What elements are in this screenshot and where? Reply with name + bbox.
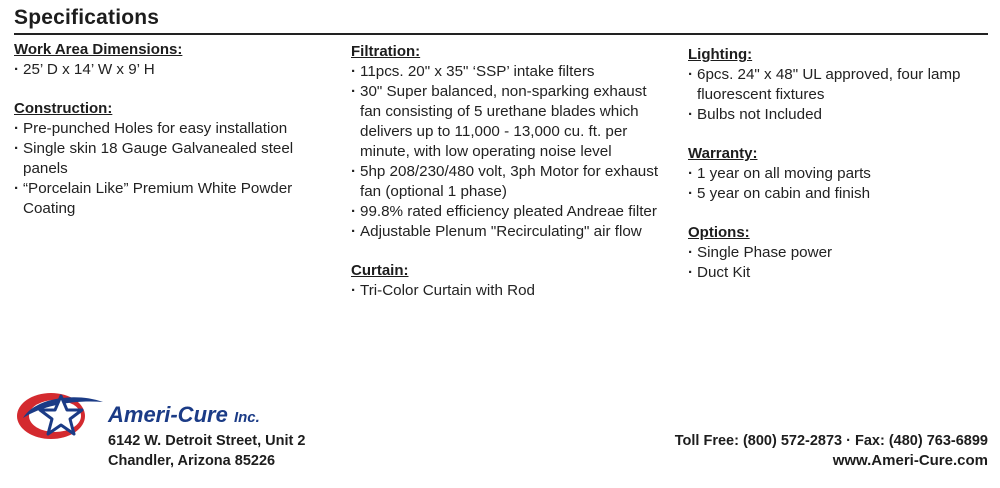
spec-list bbox=[14, 60, 334, 80]
address-line-1: 6142 W. Detroit Street, Unit 2 bbox=[108, 433, 306, 449]
section-heading: Options: bbox=[688, 224, 750, 241]
spec-item: · 99.8% rated efficiency pleated Andreae filter bbox=[351, 202, 671, 222]
phone-fax: Toll Free: (800) 572-2873 · Fax: (480) 763-6899 bbox=[674, 433, 988, 449]
spec-item: · 5 year on cabin and finish bbox=[688, 184, 998, 204]
spec-item: · Adjustable Plenum "Recirculating" air flow bbox=[351, 222, 671, 242]
section-heading: Work Area Dimensions: bbox=[14, 41, 183, 58]
spec-section bbox=[351, 42, 671, 242]
spec-column-1 bbox=[14, 40, 334, 238]
section-heading: Filtration: bbox=[351, 43, 421, 60]
website-link[interactable]: www.Ameri-Cure.com bbox=[832, 452, 988, 469]
spec-list bbox=[351, 62, 671, 242]
spec-item: · 5hp 208/230/480 volt, 3ph Motor for exhaust fan (optional 1 phase) bbox=[351, 162, 671, 202]
spec-list bbox=[14, 119, 334, 219]
spec-column-2 bbox=[351, 42, 671, 320]
spec-item: · Bulbs not Included bbox=[688, 105, 998, 125]
spec-section bbox=[351, 261, 671, 301]
spec-item: · 6pcs. 24" x 48" UL approved, four lamp fluorescent fixtures bbox=[688, 65, 998, 105]
brand-name bbox=[108, 402, 260, 428]
spec-item: · 30" Super balanced, non-sparking exhaust fan consisting of 5 urethane blades which delivers up to 11,000 - 13,000 cu. ft. per minute, with low operating noise level bbox=[351, 82, 671, 162]
address bbox=[108, 431, 305, 471]
star-swoosh-logo-icon bbox=[15, 388, 107, 444]
spec-item: · 25’ D x 14’ W x 9’ H bbox=[14, 60, 334, 80]
spec-item: · 1 year on all moving parts bbox=[688, 164, 998, 184]
spec-item: · Single skin 18 Gauge Galvanealed steel panels bbox=[14, 139, 334, 179]
spec-item: · “Porcelain Like” Premium White Powder Coating bbox=[14, 179, 334, 219]
page-title: Specifications bbox=[14, 6, 160, 29]
spec-column-3 bbox=[688, 45, 998, 302]
spec-item: · Single Phase power bbox=[688, 243, 998, 263]
spec-section bbox=[14, 99, 334, 219]
section-heading: Curtain: bbox=[351, 262, 409, 279]
section-heading: Construction: bbox=[14, 100, 113, 117]
spec-item: · Pre-punched Holes for easy installation bbox=[14, 119, 334, 139]
spec-list bbox=[688, 164, 998, 204]
title-divider bbox=[14, 33, 988, 35]
spec-list bbox=[351, 281, 671, 301]
address-line-2: Chandler, Arizona 85226 bbox=[108, 453, 276, 469]
spec-list bbox=[688, 243, 998, 283]
spec-section bbox=[14, 40, 334, 80]
spec-item: · Tri-Color Curtain with Rod bbox=[351, 281, 671, 301]
spec-section bbox=[688, 144, 998, 204]
contact-info bbox=[675, 431, 988, 471]
brand-name-text: Ameri-Cure bbox=[108, 402, 228, 427]
spec-item: · Duct Kit bbox=[688, 263, 998, 283]
spec-section bbox=[688, 223, 998, 283]
section-heading: Lighting: bbox=[688, 46, 753, 63]
brand-suffix: Inc. bbox=[233, 409, 260, 426]
spec-list bbox=[688, 65, 998, 125]
section-heading: Warranty: bbox=[688, 145, 758, 162]
spec-item: · 11pcs. 20" x 35" ‘SSP’ intake filters bbox=[351, 62, 671, 82]
spec-section bbox=[688, 45, 998, 125]
